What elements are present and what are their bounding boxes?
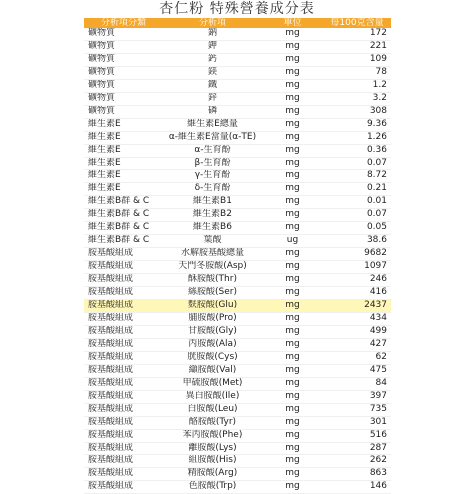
cell-unit: mg: [262, 79, 323, 92]
cell-unit: mg: [262, 481, 323, 494]
cell-item: 鋅: [163, 92, 262, 105]
cell-category: 礦物質: [84, 79, 163, 92]
cell-category: 維生素E: [84, 183, 163, 196]
table-row: [84, 429, 391, 442]
cell-category: 礦物質: [84, 105, 163, 118]
cell-amount: 38.6: [323, 235, 391, 248]
cell-unit: mg: [262, 118, 323, 131]
table-row: [84, 131, 391, 144]
cell-amount: 0.01: [323, 196, 391, 209]
cell-unit: ug: [262, 235, 323, 248]
table-row: [84, 183, 391, 196]
cell-item: 鈉: [163, 28, 262, 40]
cell-item: 組胺酸(His): [163, 455, 262, 468]
cell-item: 白胺酸(Leu): [163, 403, 262, 416]
table-row: [84, 157, 391, 170]
cell-amount: 0.36: [323, 144, 391, 157]
cell-amount: 308: [323, 105, 391, 118]
cell-unit: mg: [262, 312, 323, 325]
cell-unit: mg: [262, 390, 323, 403]
table-row: [84, 66, 391, 79]
cell-item: 維生素B1: [163, 196, 262, 209]
cell-item: 麩胺酸(Glu): [163, 300, 262, 313]
table-row: [84, 222, 391, 235]
cell-unit: mg: [262, 429, 323, 442]
table-row: [84, 325, 391, 338]
cell-category: 胺基酸組成: [84, 325, 163, 338]
table-row: [84, 248, 391, 261]
cell-category: 胺基酸組成: [84, 287, 163, 300]
cell-item: 鐵: [163, 79, 262, 92]
cell-item: δ-生育酚: [163, 183, 262, 196]
cell-amount: 301: [323, 416, 391, 429]
cell-item: 酪胺酸(Tyr): [163, 416, 262, 429]
cell-unit: mg: [262, 364, 323, 377]
cell-item: 絲胺酸(Ser): [163, 287, 262, 300]
page-title: 杏仁粉 特殊營養成分表: [159, 1, 315, 17]
cell-amount: 8.72: [323, 170, 391, 183]
cell-item: 甘胺酸(Gly): [163, 325, 262, 338]
cell-unit: mg: [262, 325, 323, 338]
header-category: 分析項分類: [84, 18, 163, 28]
table-row: [84, 364, 391, 377]
cell-amount: 1097: [323, 261, 391, 274]
table-row: [84, 92, 391, 105]
cell-item: 磷: [163, 105, 262, 118]
cell-unit: mg: [262, 274, 323, 287]
cell-unit: mg: [262, 351, 323, 364]
cell-category: 維生素E: [84, 131, 163, 144]
cell-amount: 1.26: [323, 131, 391, 144]
table-row: [84, 196, 391, 209]
cell-unit: mg: [262, 196, 323, 209]
cell-item: 色胺酸(Trp): [163, 481, 262, 494]
cell-amount: 0.07: [323, 209, 391, 222]
cell-item: 天門冬胺酸(Asp): [163, 261, 262, 274]
header-item: 分析項: [163, 18, 262, 28]
cell-category: 胺基酸組成: [84, 300, 163, 313]
cell-item: α-生育酚: [163, 144, 262, 157]
header-amount: 每100克含量: [323, 18, 391, 28]
table-row: [84, 468, 391, 481]
table-row: [84, 338, 391, 351]
cell-item: 維生素B6: [163, 222, 262, 235]
table-row: [84, 261, 391, 274]
table-row: [84, 118, 391, 131]
table-body: [84, 28, 391, 494]
cell-amount: 62: [323, 351, 391, 364]
table-row: [84, 53, 391, 66]
cell-amount: 172: [323, 28, 391, 40]
table-row: [84, 235, 391, 248]
cell-amount: 499: [323, 325, 391, 338]
cell-category: 礦物質: [84, 28, 163, 40]
cell-unit: mg: [262, 455, 323, 468]
cell-category: 胺基酸組成: [84, 403, 163, 416]
cell-amount: 0.07: [323, 157, 391, 170]
cell-item: 葉酸: [163, 235, 262, 248]
cell-category: 胺基酸組成: [84, 390, 163, 403]
cell-category: 礦物質: [84, 66, 163, 79]
cell-item: 苯丙胺酸(Phe): [163, 429, 262, 442]
cell-item: 鉀: [163, 40, 262, 53]
cell-category: 胺基酸組成: [84, 312, 163, 325]
cell-category: 胺基酸組成: [84, 416, 163, 429]
cell-amount: 2437: [323, 300, 391, 313]
cell-unit: mg: [262, 403, 323, 416]
cell-amount: 109: [323, 53, 391, 66]
cell-unit: mg: [262, 222, 323, 235]
cell-item: 脯胺酸(Pro): [163, 312, 262, 325]
table-row: [84, 274, 391, 287]
cell-item: 鎂: [163, 66, 262, 79]
table-row: [84, 390, 391, 403]
cell-unit: mg: [262, 261, 323, 274]
table-row: [84, 481, 391, 494]
cell-category: 維生素B群 & C: [84, 235, 163, 248]
table-row: [84, 351, 391, 364]
table-row: [84, 79, 391, 92]
cell-item: γ-生育酚: [163, 170, 262, 183]
cell-amount: 735: [323, 403, 391, 416]
table-row: [84, 300, 391, 313]
cell-category: 維生素E: [84, 118, 163, 131]
table-row: [84, 312, 391, 325]
cell-category: 胺基酸組成: [84, 261, 163, 274]
table-row: [84, 442, 391, 455]
cell-item: 異白胺酸(Ile): [163, 390, 262, 403]
table-row: [84, 209, 391, 222]
cell-unit: mg: [262, 53, 323, 66]
cell-amount: 84: [323, 377, 391, 390]
cell-category: 胺基酸組成: [84, 351, 163, 364]
cell-category: 胺基酸組成: [84, 455, 163, 468]
cell-amount: 9682: [323, 248, 391, 261]
table-header: [84, 18, 391, 28]
cell-unit: mg: [262, 416, 323, 429]
cell-amount: 9.36: [323, 118, 391, 131]
cell-unit: mg: [262, 131, 323, 144]
cell-amount: 0.21: [323, 183, 391, 196]
cell-category: 胺基酸組成: [84, 481, 163, 494]
table-row: [84, 105, 391, 118]
cell-category: 胺基酸組成: [84, 377, 163, 390]
cell-category: 維生素B群 & C: [84, 196, 163, 209]
table-row: [84, 40, 391, 53]
cell-unit: mg: [262, 183, 323, 196]
cell-category: 維生素E: [84, 157, 163, 170]
cell-item: 水解胺基酸總量: [163, 248, 262, 261]
cell-unit: mg: [262, 170, 323, 183]
cell-unit: mg: [262, 157, 323, 170]
cell-unit: mg: [262, 92, 323, 105]
cell-category: 胺基酸組成: [84, 429, 163, 442]
cell-item: 精胺酸(Arg): [163, 468, 262, 481]
cell-item: 維生素B2: [163, 209, 262, 222]
table-row: [84, 28, 391, 40]
cell-category: 胺基酸組成: [84, 468, 163, 481]
cell-item: 鈣: [163, 53, 262, 66]
cell-amount: 146: [323, 481, 391, 494]
nutrition-table-container: [84, 18, 391, 494]
cell-item: 丙胺酸(Ala): [163, 338, 262, 351]
cell-amount: 416: [323, 287, 391, 300]
cell-category: 胺基酸組成: [84, 248, 163, 261]
cell-amount: 221: [323, 40, 391, 53]
cell-amount: 246: [323, 274, 391, 287]
cell-category: 胺基酸組成: [84, 338, 163, 351]
cell-amount: 1.2: [323, 79, 391, 92]
cell-amount: 475: [323, 364, 391, 377]
cell-amount: 516: [323, 429, 391, 442]
cell-category: 胺基酸組成: [84, 442, 163, 455]
table-row: [84, 455, 391, 468]
cell-amount: 397: [323, 390, 391, 403]
cell-unit: mg: [262, 66, 323, 79]
cell-amount: 3.2: [323, 92, 391, 105]
cell-item: 離胺酸(Lys): [163, 442, 262, 455]
cell-item: 纈胺酸(Val): [163, 364, 262, 377]
cell-unit: mg: [262, 209, 323, 222]
cell-unit: mg: [262, 300, 323, 313]
cell-category: 維生素E: [84, 170, 163, 183]
cell-item: 胱胺酸(Cys): [163, 351, 262, 364]
header-unit: 單位: [262, 18, 323, 28]
cell-item: 酥胺酸(Thr): [163, 274, 262, 287]
cell-amount: 427: [323, 338, 391, 351]
table-row: [84, 170, 391, 183]
cell-category: 胺基酸組成: [84, 364, 163, 377]
cell-category: 礦物質: [84, 92, 163, 105]
cell-amount: 287: [323, 442, 391, 455]
cell-unit: mg: [262, 468, 323, 481]
cell-item: 甲硫胺酸(Met): [163, 377, 262, 390]
nutrition-table: [84, 18, 391, 494]
cell-category: 礦物質: [84, 40, 163, 53]
table-row: [84, 416, 391, 429]
cell-amount: 434: [323, 312, 391, 325]
cell-amount: 262: [323, 455, 391, 468]
cell-amount: 0.05: [323, 222, 391, 235]
cell-unit: mg: [262, 105, 323, 118]
cell-unit: mg: [262, 338, 323, 351]
cell-category: 維生素B群 & C: [84, 209, 163, 222]
cell-amount: 863: [323, 468, 391, 481]
cell-unit: mg: [262, 442, 323, 455]
cell-unit: mg: [262, 28, 323, 40]
cell-category: 胺基酸組成: [84, 274, 163, 287]
header-row: [84, 18, 391, 28]
cell-category: 維生素B群 & C: [84, 222, 163, 235]
cell-unit: mg: [262, 287, 323, 300]
cell-category: 礦物質: [84, 53, 163, 66]
table-row: [84, 403, 391, 416]
cell-item: β-生育酚: [163, 157, 262, 170]
table-row: [84, 144, 391, 157]
cell-unit: mg: [262, 248, 323, 261]
table-row: [84, 377, 391, 390]
cell-item: α-維生素E當量(α-TE): [163, 131, 262, 144]
cell-amount: 78: [323, 66, 391, 79]
cell-unit: mg: [262, 144, 323, 157]
cell-unit: mg: [262, 40, 323, 53]
table-row: [84, 287, 391, 300]
cell-category: 維生素E: [84, 144, 163, 157]
cell-unit: mg: [262, 377, 323, 390]
cell-item: 維生素E總量: [163, 118, 262, 131]
